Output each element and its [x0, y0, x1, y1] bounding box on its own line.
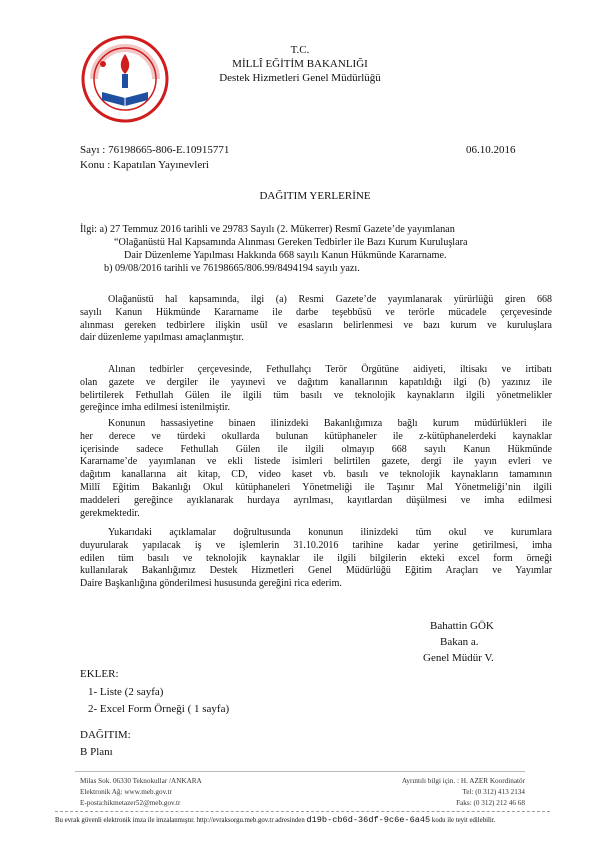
paragraph-line: duyurularak yapılacak iş ve işlemlerin 31.10.2016 tarihine kadar yerine getirilmesi, imha	[80, 539, 552, 551]
verification-suffix: kodu ile teyit edilebilir.	[431, 817, 496, 824]
paragraph-line: Olağanüstü hal kapsamında, ilgi (a) Resmi Gazete’de yayımlanarak yürürlüğü giren 668	[108, 294, 552, 305]
paragraph-line: dair düzenleme yapılması amaçlanmıştır.	[80, 332, 244, 344]
ilgi-line-2: “Olağanüstü Hal Kapsamında Alınması Gereken Tedbirler ile Bazı Kurum Kuruluşlara	[114, 237, 468, 248]
footer-contact-person: Ayrıntılı bilgi için. : H. AZER Koordinatör	[401, 777, 525, 785]
attachment-item: 2- Excel Form Örneği ( 1 sayfa)	[88, 703, 230, 715]
paragraph-line: kullanılarak Bakanlığımız Destek Hizmetleri Genel Müdürlüğü Eğitim Araçları ve Yayımlar	[80, 565, 552, 577]
paragraph-line: maddeleri gereğince ayıklanarak hurdaya ayrılması, kayıtlardan düşülmesi ve imha edilmesi	[80, 494, 552, 506]
meb-logo	[80, 34, 170, 124]
signatory-role-1: Bakan a.	[440, 636, 479, 648]
paragraph-line: her derece ve türdeki okullarda bulunan kütüphaneler ile z-kütüphanelerdeki kaynaklar	[80, 430, 552, 442]
paragraph-line: içerisinde sadece Fethullah Gülen ile ilgili olmayıp 668 sayılı Kanun Hükmünde	[80, 443, 552, 455]
footer-phone: Tel: (0 312) 413 2134	[462, 788, 525, 796]
paragraph-line: Daire Başkanlığına gönderilmesi hususunda gereğini rica ederim.	[80, 578, 342, 590]
verification-code: d19b-cb6d-36df-9c6e-6a45	[306, 815, 431, 825]
ilgi-line-4: b) 09/08/2016 tarihli ve 76198665/806.99/8494194 sayılı yazı.	[104, 263, 360, 274]
verification-bar	[55, 815, 550, 826]
paragraph-line: gerekmektedir.	[80, 507, 140, 519]
paragraph-line: Konunun hassasiyetine binaen ilinizdeki Bakanlığımıza bağlı kurum müdürlükleri ile	[108, 418, 552, 429]
page-title: DAĞITIM YERLERİNE	[259, 190, 371, 202]
header-ministry: MİLLÎ EĞİTİM BAKANLIĞI	[232, 58, 368, 70]
paragraph-4	[80, 527, 552, 591]
paragraph-3	[80, 418, 552, 520]
paragraph-line: alınması gereken tedbirlere ilişkin usül ve esasların belirlenmesi ve bazı kurum ve kuruluşlara	[80, 319, 552, 331]
footer-email: E-posta:hikmetazer52@meb.gov.tr	[80, 799, 181, 807]
attachments-heading: EKLER:	[80, 668, 119, 680]
footer-divider	[75, 771, 525, 772]
paragraph-line: Yukarıdaki açıklamalar doğrultusunda konunun ilinizdeki tüm okul ve kurumlara	[108, 527, 552, 538]
signatory-name: Bahattin GÖK	[430, 620, 494, 632]
verify-divider	[55, 811, 550, 812]
paragraph-line: olan gazete ve dergiler ile yayınevi ve dağıtım kanallarının kapatıldığı ilgi (b) yazınız ile	[80, 376, 552, 388]
paragraph-line: Kararname’de yayımlanan ve ekli listede isimleri belirtilen gazete, dergi ile yayın evleri ve	[80, 456, 552, 468]
paragraph-line: belirtilerek Fethullah Gülen ile ilgili tüm basılı ve teknolojik kaynakların ilgili yönetmelikler	[80, 389, 552, 401]
paragraph-2	[80, 364, 552, 415]
footer-website: Elektronik Ağ: www.meb.gov.tr	[80, 788, 172, 796]
document-date: 06.10.2016	[466, 144, 516, 156]
paragraph-line: gereğince imha edilmesi istenilmiştir.	[80, 402, 230, 414]
verification-prefix: Bu evrak güvenli elektronik imza ile imzalanmıştır. http://evraksorgu.meb.gov.tr adresinden	[55, 817, 305, 824]
ilgi-line-3: Dair Düzenleme Yapılması Hakkında 668 sayılı Kanun Hükmünde Kararname.	[124, 250, 447, 261]
paragraph-line: Millî Eğitim Bakanlığı Okul kütüphaneleri Yönetmeliği ile Taşınır Mal Yönetmeliği’nin ilgili	[80, 481, 552, 493]
ilgi-line-1: İlgi: a) 27 Temmuz 2016 tarihli ve 29783 Sayılı (2. Mükerrer) Resmî Gazete’de yayımlanan	[80, 224, 455, 235]
distribution-value: B Planı	[80, 746, 113, 758]
meb-logo-emblem	[80, 34, 170, 124]
document-subject: Konu : Kapatılan Yayınevleri	[80, 159, 209, 171]
document-number: Sayı : 76198665-806-E.10915771	[80, 144, 230, 156]
header-department: Destek Hizmetleri Genel Müdürlüğü	[219, 72, 381, 84]
header-tc: T.C.	[290, 44, 310, 56]
footer-fax: Faks: (0 312) 212 46 68	[456, 799, 525, 807]
paragraph-line: edilen tüm basılı ve teknolojik kaynaklar ile ilgili bilgilerin ekteki excel form örneği	[80, 552, 552, 564]
paragraph-line: dağıtım kanallarına ait kitap, CD, video kaset vb. basılı ve teknolojik kaynakların tamamının	[80, 469, 552, 481]
paragraph-line: sayılı Kanun Hükmünde Kararname ile darbe teşebbüsü ve terörle mücadele çerçevesinde	[80, 306, 552, 318]
distribution-heading: DAĞITIM:	[80, 729, 131, 741]
paragraph-line: Alınan tedbirler çerçevesinde, Fethullahçı Terör Örgütüne aidiyeti, iltisakı ve irtibatı	[108, 364, 552, 375]
attachment-item: 1- Liste (2 sayfa)	[88, 686, 164, 698]
signatory-role-2: Genel Müdür V.	[423, 652, 494, 664]
paragraph-1	[80, 294, 552, 345]
footer-address: Milas Sok. 06330 Teknokullar /ANKARA	[80, 777, 202, 785]
